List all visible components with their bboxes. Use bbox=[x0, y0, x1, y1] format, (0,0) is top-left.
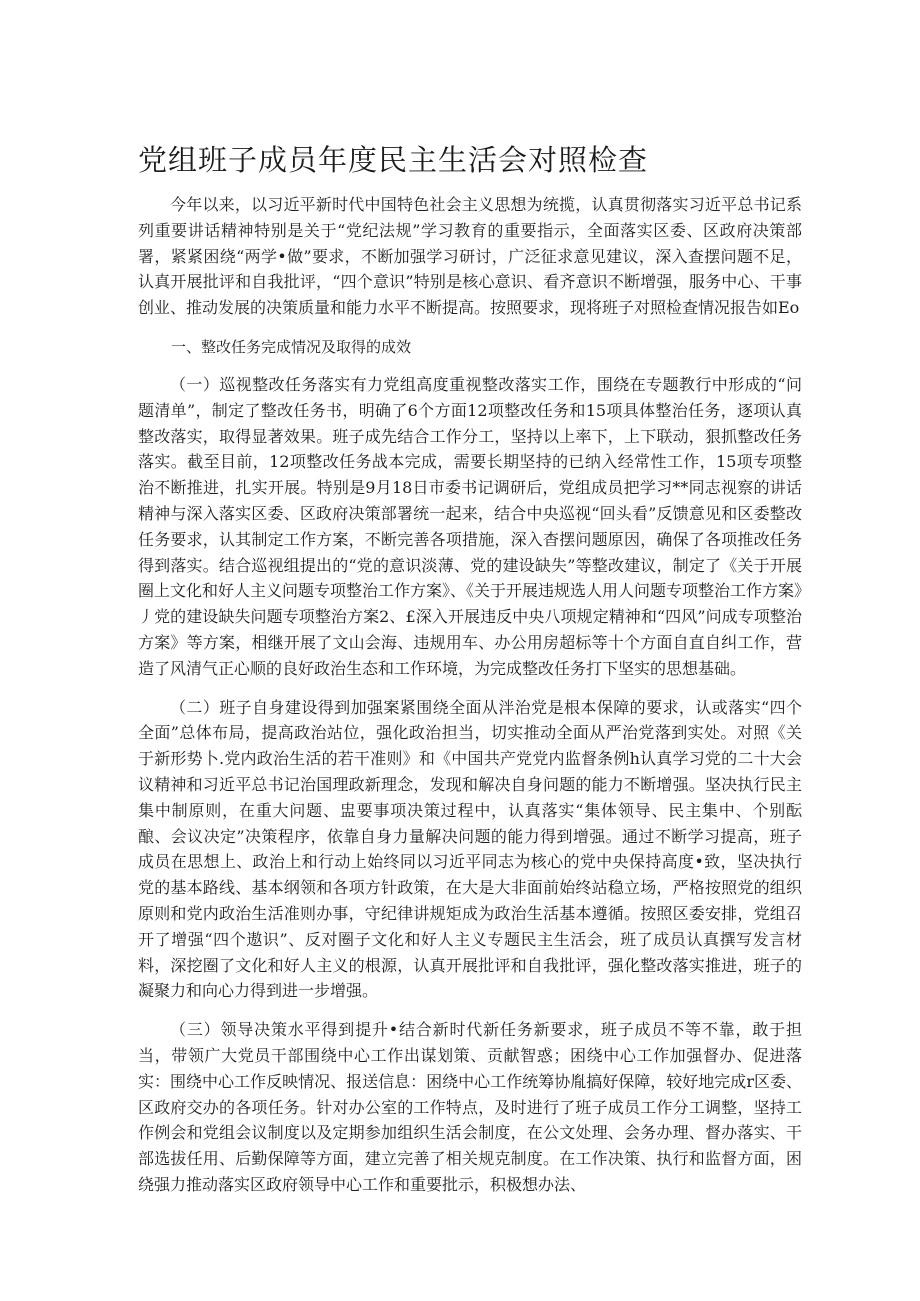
document-title: 党组班子成员年度民主生活会对照检查 bbox=[138, 143, 649, 177]
section-paragraph-2: （二）班子自身建设得到加强案紧围绕全面从泮治党是根本保障的要求，认或落实“四个全面”总体布局，提高政治站位，强化政治担当，切实推动全面从严治党落到实处。对照《关于新形势卜.党内政治生活的若干准则》和《中国共产党党内监督条例h认真学习党的二十大会议精神和习近平总书记治国理政新理念，发现和解决自身问题的能力不断增强。坚决执行民主集中制原则，在重大问题、盅要事项决策过程中，认真落实“集体领导、民主集中、个别酝酿、会议决定”决策程序，依靠自身力量解决问题的能力得到增强。通过不断学习提高，班子成员在思想上、政治上和行动上始终同以习近平同志为核心的党中央保持高度•致，坚决执行党的基本路线、基本纲领和各项方针政策，在大是大非面前始终站稳立场，严格按照党的组织原则和党内政治生活准则办事，守纪律讲规矩成为政治生活基本遵循。按照区委安排，党组召开了增强“四个遨识”、反对圈子文化和好人主义专题民主生活会，班了成员认真撰写发言材料，深挖圈了文化和好人主义的根源，认真开展批评和自我批评，强化整改落实推进，班子的凝聚力和向心力得到进一步增强。 bbox=[138, 697, 802, 1001]
intro-paragraph: 今年以来，以习近平新时代中国特色社会主义思想为统揽，认真贯彻落实习近平总书记系列重要讲话精神特别是关于“党纪法规”学习教育的重要指示，全面落实区委、区政府决策部署，紧紧困绕“两学•做”要求，不断加强学习研讨，广泛征求意见建议，深入查摆问题不足，认真开展批评和自我批评，“四个意识”特别是核心意识、看齐意识不断增强，服务中心、干事创业、推动发展的决策质量和能力水平不断提高。按照要求，现将班子对照检查情况报告如Eo bbox=[138, 195, 802, 318]
document-body bbox=[138, 192, 802, 1211]
section-paragraph-1: （一）巡视整改任务落实有力党组高度重视整改落实工作，围绕在专题教行中形成的“问题清单”，制定了整改任务书，明确了6个方面12项整改任务和15项具体整治任务，逐项认真整改落实，取得显著效果。班子成先结合工作分工，坚持以上率下，上下联动，狠抓整改任务落实。截至目前，12项整改任务战本完成，需要长期坚持的已纳入经常性工作，15项专项整治不断推进，扎实开展。特别是9月18日市委书记调研后，党组成员把学习**同志视察的讲话精神与深入落实区委、区政府决策部署统一起来，结合中央巡视“回头看”反馈意见和区委整改任务要求，认其制定工作方案，不断完善各项措施，深入杳摆问题原因，确保了各项推改任务得到落实。结合巡视组提出的“党的意识淡薄、党的建设缺失”等整改建议，制定了《关于开展圈上文化和好人主义问题专项整治工作方案》、《关于开展违规选人用人问题专项整治工作方案》丿党的建设缺失问题专项整治方案2、£深入开展违反中央八项规定精神和“四风”问成专项整治方案》等方案，相继开展了文山会海、违规用车、办公用房超标等十个方面自直自纠工作，营造了风清气正心顺的良好政治生态和工作环境，为完成整改任务打下坚实的思想基础。 bbox=[138, 374, 803, 678]
section-heading-1: 一、整改任务完成情况及取得的成效 bbox=[171, 337, 412, 356]
section-paragraph-3: （三）领导决策水平得到提升•结合新时代新任务新要求，班子成员不等不靠，敢于担当，带领广大党员干部围绕中心工作出谋划策、贡献智惑；困绕中心工作加强督办、促进落实：围绕中心工作反映情况、报送信息：困绕中心工作统筹协胤搞好保障，较好地完成r区委、区政府交办的各项任务。针对办公室的工作特点，及时进行了班子成员工作分工调整，坚持工作例会和党组会议制度以及定期参加组织生活会制度，在公文处理、会务办理、督办落实、干部选拔任用、后勤保障等方面，建立完善了相关规克制度。在工作决策、执行和监督方面，困绕强力推动落实区政府领导中心工作和重要批示，积极想办法、 bbox=[138, 1020, 802, 1194]
